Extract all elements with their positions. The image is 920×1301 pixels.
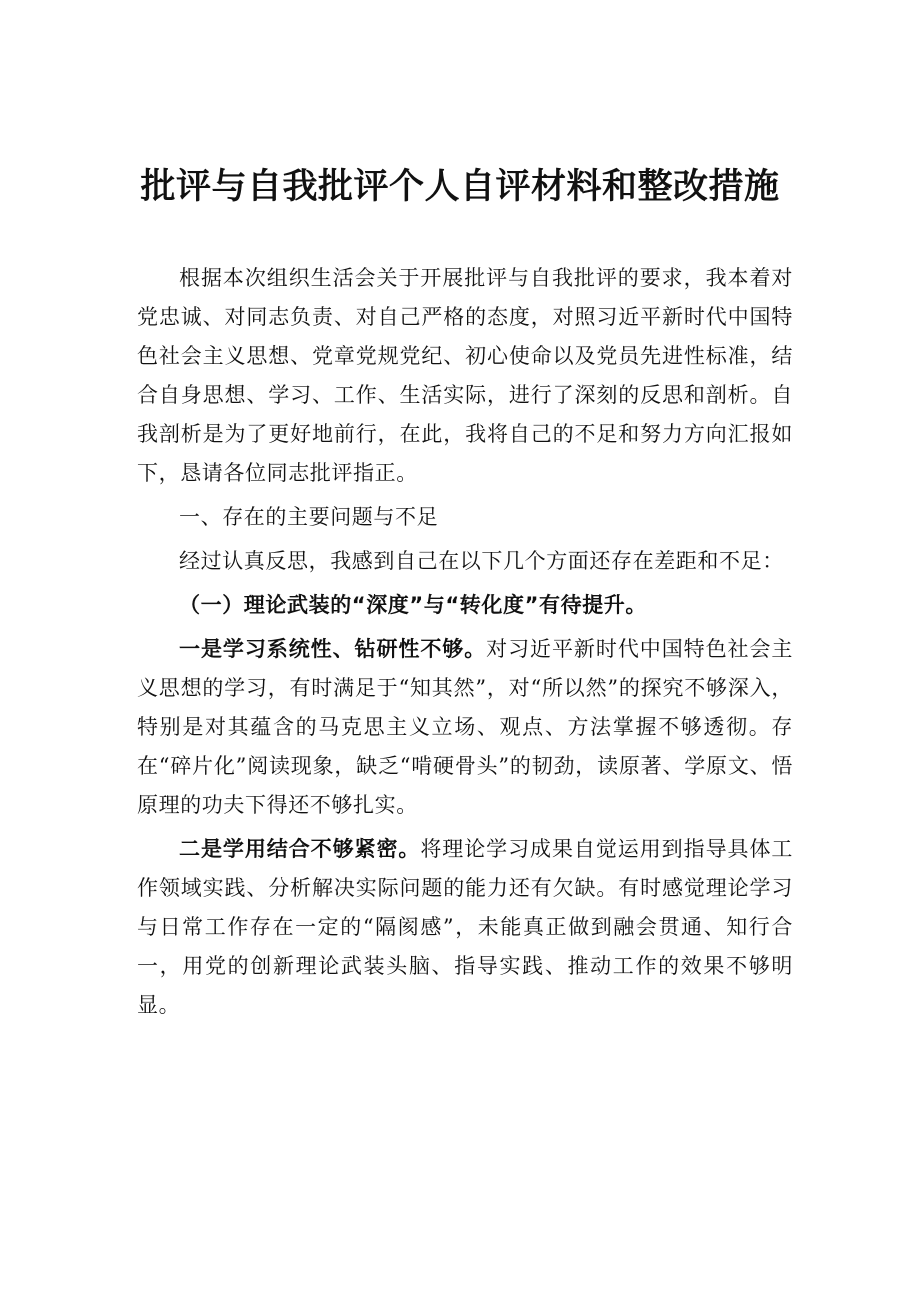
section-heading: 一、存在的主要问题与不足 bbox=[179, 505, 439, 529]
section-intro-paragraph: 经过认真反思，我感到自己在以下几个方面还存在差距和不足： bbox=[179, 549, 784, 573]
subsection-heading: （一）理论武装的“深度”与“转化度”有待提升。 bbox=[179, 593, 648, 617]
intro-paragraph: 根据本次组织生活会关于开展批评与自我批评的要求，我本着对党忠诚、对同志负责、对自己严格的态度，对照习近平新时代中国特色社会主义思想、党章党规党纪、初心使命以及党员先进性标准，结合自身思想、学习、工作、生活实际，进行了深刻的反思和剖析。自我剖析是为了更好地前行，在此，我将自己的不足和努力方向汇报如下，恳请各位同志批评指正。 bbox=[137, 266, 793, 485]
point-1-text: 对习近平新时代中国特色社会主义思想的学习，有时满足于“知其然”，对“所以然”的探究不够深入，特别是对其蕴含的马克思主义立场、观点、方法掌握不够透彻。存在“碎片化”阅读现象，缺乏“啃硬骨头”的韧劲，读原著、学原文、悟原理的功夫下得还不够扎实。 bbox=[137, 637, 793, 817]
point-2-lead: 二是学用结合不够紧密。 bbox=[179, 837, 421, 861]
document-body bbox=[137, 259, 793, 1025]
point-paragraph-2 bbox=[137, 830, 793, 1025]
document-title: 批评与自我批评个人自评材料和整改措施 bbox=[140, 167, 780, 207]
point-1-lead: 一是学习系统性、钻研性不够。 bbox=[179, 637, 487, 661]
point-paragraph-1 bbox=[137, 630, 793, 825]
point-2-text: 将理论学习成果自觉运用到指导具体工作领域实践、分析解决实际问题的能力还有欠缺。有时感觉理论学习与日常工作存在一定的“隔阂感”，未能真正做到融会贯通、知行合一，用党的创新理论武装头脑、指导实践、推动工作的效果不够明显。 bbox=[137, 837, 793, 1017]
